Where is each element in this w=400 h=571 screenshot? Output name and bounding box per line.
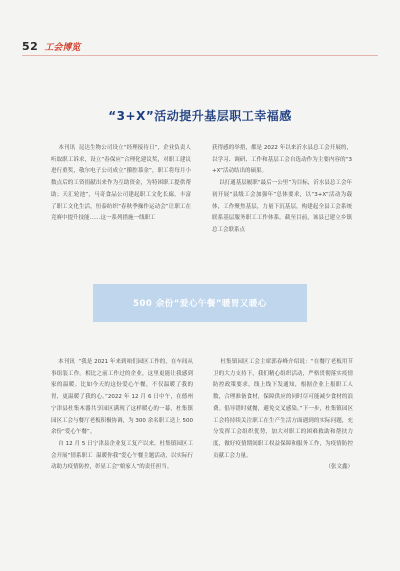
article1-column-left: 本刊讯 昆达生物公司设立“经理接待日”，企业负责人听取职工诉求，设立“春保应”合理化建议奖，对职工建议进行重奖，敬尔电子公司成立“攥腔慕金”，职工将每月小数点后的工资捐献出来作为互助资金，为特困职工提供帮助；天汇轮池”，马奇食品公司建起职工文化长廊，丰富了职工文化生活，恒泰纺织“春秋季操作运动会”让职工在竞赛中提升技能……这一系列措施一线职工	[51, 145, 191, 222]
article1-column-right: 获得感的举措，都是 2022 年以来沂水县总工会开展的，以学习、调研、工作和基层工会自选动作为主要内容的“3+X”活动结出的硕果。 以打通基层履职“最后一公里”为目标，沂水县总工会年初开展“县级工会加强年”总体要求，以“3+X”活动为载体，工作聚焦基层，力量下沉基层，构建起全县工会系统联系基层服务职工工作体系。截至目前，该县已建立乡镇总工会联系点	[212, 145, 352, 233]
article2-body: 杜集镇园区工会主席郭春峰介绍说：“在餐厅老板用节卫的大力支持下，我们精心组织活动，严格贯彻落实疫情防控政策要求，线上线下发通知，根据企业上报职工人数，合理准备食材，保障供应的同时尽可能减少食材的浪费。倡导错时就餐，避免交叉感染。”下一步，杜集镇园区工会将持续关注职工在生产生活方面遇到的实际问题，充分发挥工会组织优势，加大对职工的困难救助和帮扶力度，做好疫情期间职工权益保障和服务工作，为疫情防控贡献工会力量。	[213, 359, 353, 459]
article2-column-left: 本刊讯 “我是 2021 年来到咱们园区工作的，在车间从事组装工作。相比之前工作过的企业，这里更能让我感到家的温暖。比如今天的这份爱心午餐，不仅温暖了我的胃，更温暖了我的心。”2022 年 12 月 6 日中午，在德州宁津县杜集木器共享园区满现了这样暖心的一幕，杜集镇园区工会与餐厅老板积极协调，为 300 余名职工送上 500 余份“爱心午餐”。 自 12 月 5 日宁津县企业复工复产以来，杜集镇园区工会开展“情系职工 温暖你我”爱心午餐主题活动，以实际行动助力疫情防控，彰显工会“娘家人”的责任担当。	[51, 359, 194, 471]
banner-title: 500 余份“爱心午餐”暖胃又暖心	[133, 299, 267, 309]
article-title: “3+X”活动提升基层职工幸福感	[108, 109, 292, 123]
article2-column-right	[213, 357, 353, 474]
page-number: 52	[22, 39, 39, 53]
magazine-logo: 工会博览	[44, 42, 81, 53]
section-banner	[93, 284, 307, 322]
author-signature: （张文鑫）	[325, 464, 353, 471]
page-header	[22, 39, 80, 53]
header-divider	[22, 55, 378, 56]
